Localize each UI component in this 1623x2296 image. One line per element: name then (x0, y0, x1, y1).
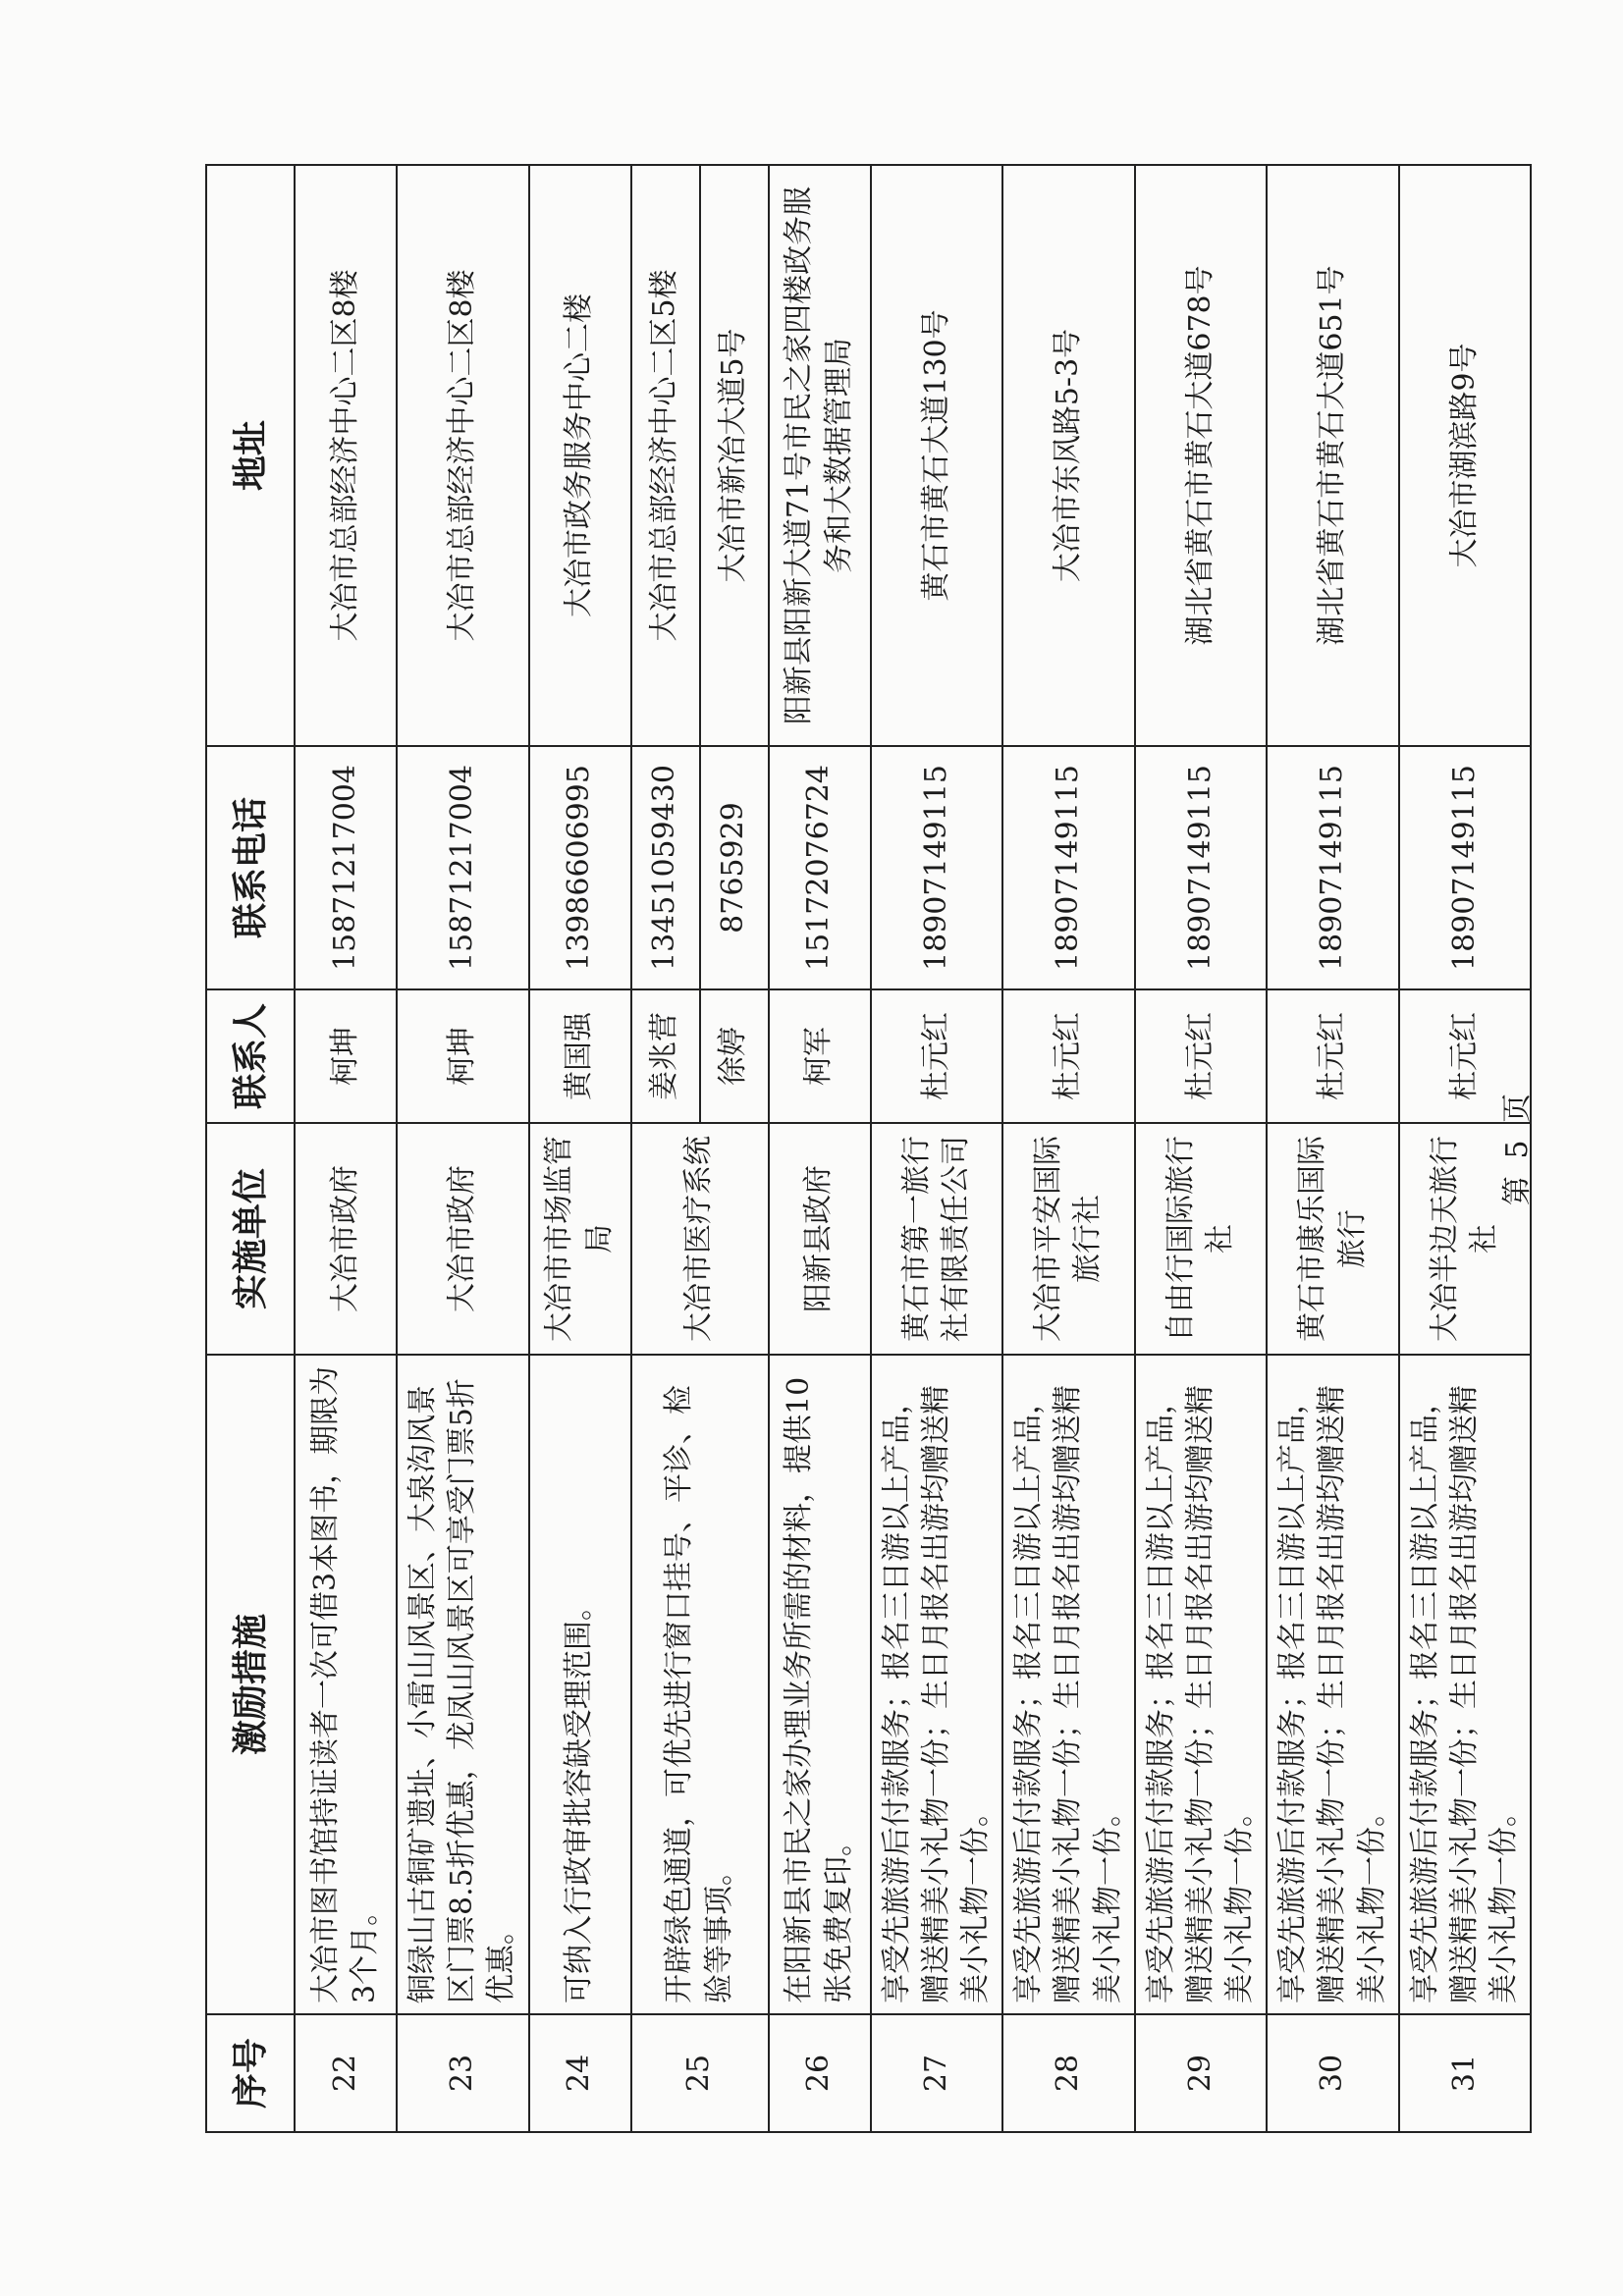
table-row (769, 165, 871, 2132)
cell-address: 湖北省黄石市黄石大道651号 (1267, 165, 1399, 746)
cell-measure: 大冶市图书馆持证读者一次可借3本图书，期限为3个月。 (295, 1355, 397, 2014)
cell-contact: 黄国强 (529, 989, 631, 1123)
header-no: 序号 (206, 2014, 295, 2132)
cell-address: 大冶市总部经济中心二区8楼 (397, 165, 529, 746)
cell-phone: 18907149115 (871, 746, 1003, 989)
cell-contact: 杜元红 (1002, 989, 1135, 1123)
cell-unit: 大冶市医疗系统 (631, 1123, 769, 1355)
cell-phone: 18907149115 (1267, 746, 1399, 989)
table-header-row (206, 165, 295, 2132)
cell-unit: 大冶半边天旅行社 (1399, 1123, 1532, 1355)
cell-phone: 15871217004 (295, 746, 397, 989)
header-contact: 联系人 (206, 989, 295, 1123)
cell-address: 阳新县阳新大道71号市民之家四楼政务服务和大数据管理局 (769, 165, 871, 746)
cell-no: 23 (397, 2014, 529, 2132)
cell-no: 25 (631, 2014, 769, 2132)
header-address: 地址 (206, 165, 295, 746)
cell-no: 27 (871, 2014, 1003, 2132)
cell-measure: 享受先旅游后付款服务；报名三日游以上产品，赠送精美小礼物一份；生日月报名出游均赠送精美小礼物一份。 (1399, 1355, 1532, 2014)
cell-phone: 18907149115 (1002, 746, 1135, 989)
header-unit: 实施单位 (206, 1123, 295, 1355)
cell-phone: 15871217004 (397, 746, 529, 989)
cell-no: 30 (1267, 2014, 1399, 2132)
table-row (1267, 165, 1399, 2132)
cell-no: 24 (529, 2014, 631, 2132)
cell-measure: 开辟绿色通道，可优先进行窗口挂号、平诊、检验等事项。 (631, 1355, 769, 2014)
cell-phone: 13986606995 (529, 746, 631, 989)
header-phone: 联系电话 (206, 746, 295, 989)
cell-unit: 大冶市平安国际旅行社 (1002, 1123, 1135, 1355)
cell-measure: 享受先旅游后付款服务；报名三日游以上产品，赠送精美小礼物一份；生日月报名出游均赠送精美小礼物一份。 (871, 1355, 1003, 2014)
cell-contact: 杜元红 (1267, 989, 1399, 1123)
cell-unit: 黄石市第一旅行社有限责任公司 (871, 1123, 1003, 1355)
cell-unit: 大冶市政府 (397, 1123, 529, 1355)
cell-measure: 可纳入行政审批容缺受理范围。 (529, 1355, 631, 2014)
cell-address: 大冶市湖滨路9号 (1399, 165, 1532, 746)
cell-address: 大冶市东风路5-3号 (1002, 165, 1135, 746)
table-row (529, 165, 631, 2132)
cell-contact: 姜兆营 (631, 989, 700, 1123)
cell-contact: 杜元红 (1135, 989, 1268, 1123)
cell-phone: 15172076724 (769, 746, 871, 989)
cell-unit: 大冶市政府 (295, 1123, 397, 1355)
cell-address: 大冶市新冶大道5号 (700, 165, 769, 746)
table-row (871, 165, 1003, 2132)
cell-no: 31 (1399, 2014, 1532, 2132)
cell-phone: 18907149115 (1135, 746, 1268, 989)
cell-measure: 享受先旅游后付款服务；报名三日游以上产品，赠送精美小礼物一份；生日月报名出游均赠送精美小礼物一份。 (1267, 1355, 1399, 2014)
cell-measure: 享受先旅游后付款服务；报名三日游以上产品，赠送精美小礼物一份；生日月报名出游均赠送精美小礼物一份。 (1135, 1355, 1268, 2014)
cell-contact: 柯军 (769, 989, 871, 1123)
cell-unit: 大冶市市场监管局 (529, 1123, 631, 1355)
cell-no: 29 (1135, 2014, 1268, 2132)
header-measure: 激励措施 (206, 1355, 295, 2014)
cell-address: 大冶市政务服务中心二楼 (529, 165, 631, 746)
cell-phone: 8765929 (700, 746, 769, 989)
cell-unit: 阳新县政府 (769, 1123, 871, 1355)
cell-contact: 柯坤 (397, 989, 529, 1123)
table-row (295, 165, 397, 2132)
cell-measure: 在阳新县市民之家办理业务所需的材料，提供10张免费复印。 (769, 1355, 871, 2014)
table-row (397, 165, 529, 2132)
cell-contact: 杜元红 (871, 989, 1003, 1123)
cell-address: 黄石市黄石大道130号 (871, 165, 1003, 746)
cell-no: 28 (1002, 2014, 1135, 2132)
cell-address: 湖北省黄石市黄石大道678号 (1135, 165, 1268, 746)
cell-address: 大冶市总部经济中心二区5楼 (631, 165, 700, 746)
cell-contact: 杜元红 (1399, 989, 1532, 1123)
page-number: 第 5 页 (1500, 1089, 1535, 1206)
table-row (631, 165, 700, 2132)
cell-contact: 徐婷 (700, 989, 769, 1123)
cell-phone: 18907149115 (1399, 746, 1532, 989)
cell-address: 大冶市总部经济中心二区8楼 (295, 165, 397, 746)
cell-no: 22 (295, 2014, 397, 2132)
cell-unit: 自由行国际旅行社 (1135, 1123, 1268, 1355)
table-row (1002, 165, 1135, 2132)
cell-no: 26 (769, 2014, 871, 2132)
incentive-table (205, 164, 1532, 2133)
cell-measure: 享受先旅游后付款服务；报名三日游以上产品，赠送精美小礼物一份；生日月报名出游均赠送精美小礼物一份。 (1002, 1355, 1135, 2014)
table-row (1135, 165, 1268, 2132)
cell-measure: 铜绿山古铜矿遗址、小雷山风景区、大泉沟风景区门票8.5折优惠，龙凤山风景区可享受门票5折优惠。 (397, 1355, 529, 2014)
cell-phone: 13451059430 (631, 746, 700, 989)
cell-unit: 黄石市康乐国际旅行 (1267, 1123, 1399, 1355)
cell-contact: 柯坤 (295, 989, 397, 1123)
